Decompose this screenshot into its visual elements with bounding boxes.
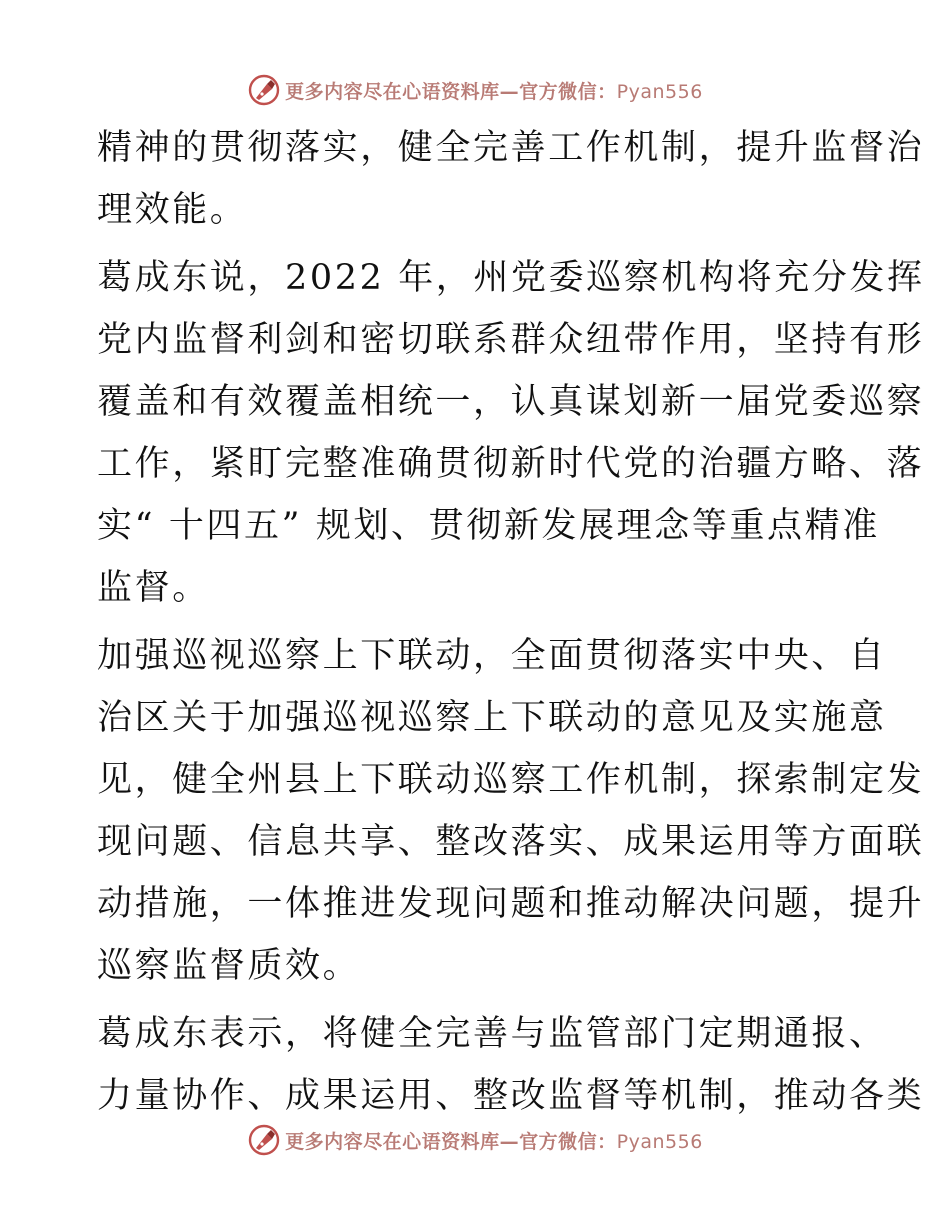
header-watermark-id: Pyan556 [616, 80, 703, 103]
text-line: 精神的贯彻落实，健全完善工作机制，提升监督治 [97, 128, 925, 168]
text-line: 实“ 十四五” 规划、贯彻新发展理念等重点精准 [97, 506, 880, 546]
text-line: 葛成东表示，将健全完善与监管部门定期通报、 [97, 1014, 887, 1054]
text-line: 见，健全州县上下联动巡察工作机制，探索制定发 [97, 760, 925, 800]
text-line: 力量协作、成果运用、整改监督等机制，推动各类 [97, 1076, 925, 1116]
text-line: 巡察监督质效。 [97, 946, 361, 986]
footer-watermark-text [285, 1127, 703, 1154]
pen-nib-icon [247, 73, 281, 107]
document-body [97, 117, 925, 1133]
text-line: 理效能。 [97, 190, 248, 230]
text-line: 葛成东说，2022 年，州党委巡察机构将充分发挥 [97, 258, 925, 298]
text-line: 党内监督利剑和密切联系群众纽带作用，坚持有形 [97, 320, 925, 360]
paragraph [97, 117, 925, 241]
text-line: 加强巡视巡察上下联动，全面贯彻落实中央、自 [97, 636, 887, 676]
paragraph [97, 625, 925, 997]
text-line: 治区关于加强巡视巡察上下联动的意见及实施意 [97, 698, 887, 738]
pen-nib-icon [247, 1123, 281, 1157]
header-watermark-cn: 更多内容尽在心语资料库—官方微信： [285, 80, 617, 103]
text-line: 工作，紧盯完整准确贯彻新时代党的治疆方略、落 [97, 444, 925, 484]
header-watermark [0, 70, 950, 110]
text-line: 覆盖和有效覆盖相统一，认真谋划新一届党委巡察 [97, 382, 925, 422]
footer-watermark-id: Pyan556 [616, 1130, 703, 1153]
paragraph [97, 1003, 925, 1127]
text-line: 监督。 [97, 568, 210, 608]
footer-watermark [0, 1120, 950, 1160]
text-line: 现问题、信息共享、整改落实、成果运用等方面联 [97, 822, 925, 862]
footer-watermark-cn: 更多内容尽在心语资料库—官方微信： [285, 1130, 617, 1153]
header-watermark-text [285, 77, 703, 104]
paragraph [97, 247, 925, 619]
text-line: 动措施，一体推进发现问题和推动解决问题，提升 [97, 884, 925, 924]
